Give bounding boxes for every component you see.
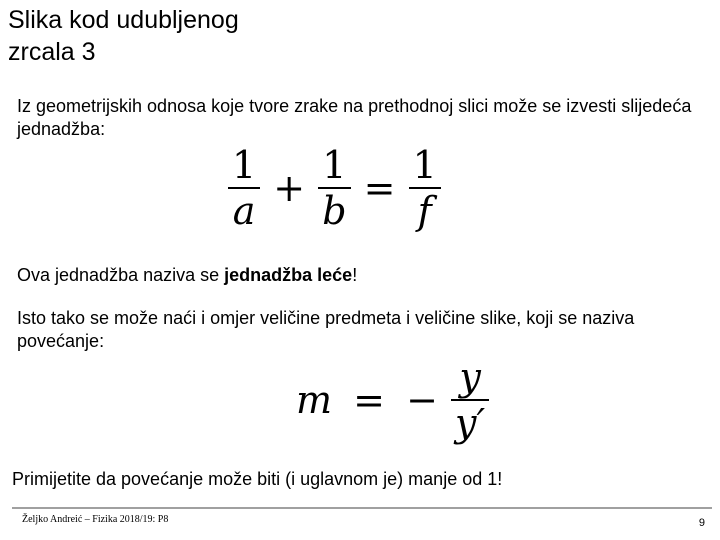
slide-title (8, 4, 428, 68)
footer-divider (12, 507, 712, 509)
minus-sign: − (406, 378, 438, 422)
page-number: 9 (698, 517, 705, 529)
title-line-1: Slika kod udubljenog (8, 6, 239, 34)
equals-sign: = (353, 378, 385, 422)
numerator: 1 (322, 143, 347, 187)
numerator: 1 (412, 143, 437, 187)
footer-author: Željko Andreić – Fizika 2018/19: P8 (22, 514, 169, 525)
fraction-y-over-y-prime (451, 357, 489, 443)
fraction-1-over-a (228, 145, 260, 231)
fraction-1-over-b (318, 145, 350, 231)
denominator-f: f (417, 189, 432, 233)
magnification-paragraph: Isto tako se može naći i omjer veličine predmeta i veličine slike, koji se naziva povećanje: (17, 308, 635, 351)
magnification-symbol: m (296, 378, 333, 422)
title-line-2: zrcala 3 (8, 38, 96, 66)
denominator-a: a (232, 189, 256, 233)
note-paragraph: Primijetite da povećanje može biti (i uglavnom je) manje od 1! (12, 469, 503, 489)
fraction-1-over-f (409, 145, 441, 231)
denominator-y-prime: y′ (455, 401, 486, 445)
lens-equation-term: jednadžba leće (224, 265, 353, 285)
plus-sign: + (273, 166, 306, 210)
numerator-y: y (459, 355, 481, 399)
lens-equation-paragraph (17, 264, 707, 287)
denominator-b: b (322, 189, 347, 233)
lens-text-prefix: Ova jednadžba naziva se (17, 265, 225, 285)
lens-equation (228, 145, 441, 240)
intro-paragraph: Iz geometrijskih odnosa koje tvore zrake na prethodnoj slici može se izvesti slijedeća jednadžba: (17, 96, 692, 139)
lens-text-suffix: ! (352, 265, 358, 285)
equals-sign: = (363, 166, 396, 210)
magnification-equation (288, 357, 489, 452)
numerator: 1 (232, 143, 257, 187)
